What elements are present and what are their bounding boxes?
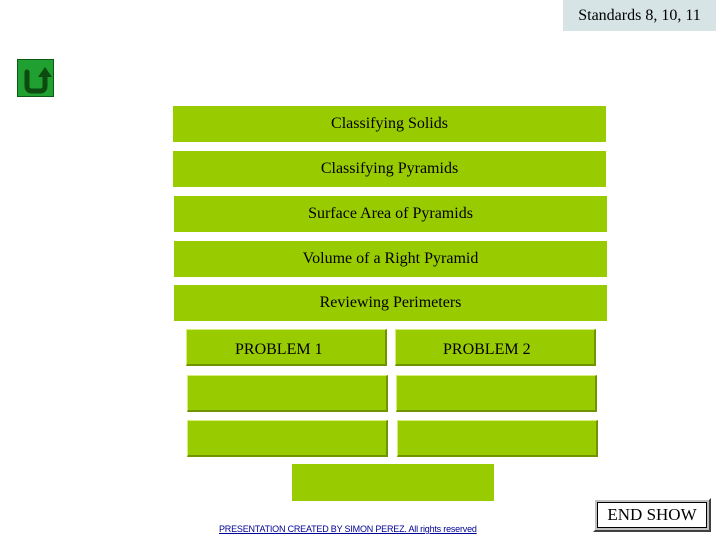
menu-volume-right-pyramid[interactable] <box>174 241 607 277</box>
blank-button-3[interactable] <box>187 420 388 457</box>
problem-1-button[interactable] <box>186 329 387 366</box>
menu-reviewing-perimeters[interactable] <box>174 285 607 321</box>
blank-button-5[interactable] <box>292 464 494 501</box>
home-button[interactable] <box>17 59 54 97</box>
menu-label: Classifying Solids <box>331 115 448 132</box>
menu-classifying-solids[interactable] <box>173 106 606 142</box>
problem-2-label: PROBLEM 2 <box>443 341 531 358</box>
blank-button-1[interactable] <box>187 375 388 412</box>
credit-link[interactable]: PRESENTATION CREATED BY SIMON PEREZ. All rights reserved <box>219 524 477 534</box>
menu-classifying-pyramids[interactable] <box>173 151 606 187</box>
blank-button-4[interactable] <box>397 420 598 457</box>
menu-label: Surface Area of Pyramids <box>308 205 473 222</box>
blank-button-2[interactable] <box>396 375 597 412</box>
menu-surface-area-pyramids[interactable] <box>174 196 607 232</box>
problem-1-label: PROBLEM 1 <box>235 341 323 358</box>
menu-label: Classifying Pyramids <box>320 160 459 177</box>
menu-label: Reviewing Perimeters <box>319 294 462 311</box>
problem-2-button[interactable] <box>395 329 596 366</box>
end-show-label: END SHOW <box>597 502 707 528</box>
standards-label: Standards 8, 10, 11 <box>563 0 716 31</box>
end-show-button[interactable] <box>593 498 711 532</box>
menu-label: Volume of a Right Pyramid <box>302 250 479 267</box>
return-arrow-icon <box>18 60 53 96</box>
